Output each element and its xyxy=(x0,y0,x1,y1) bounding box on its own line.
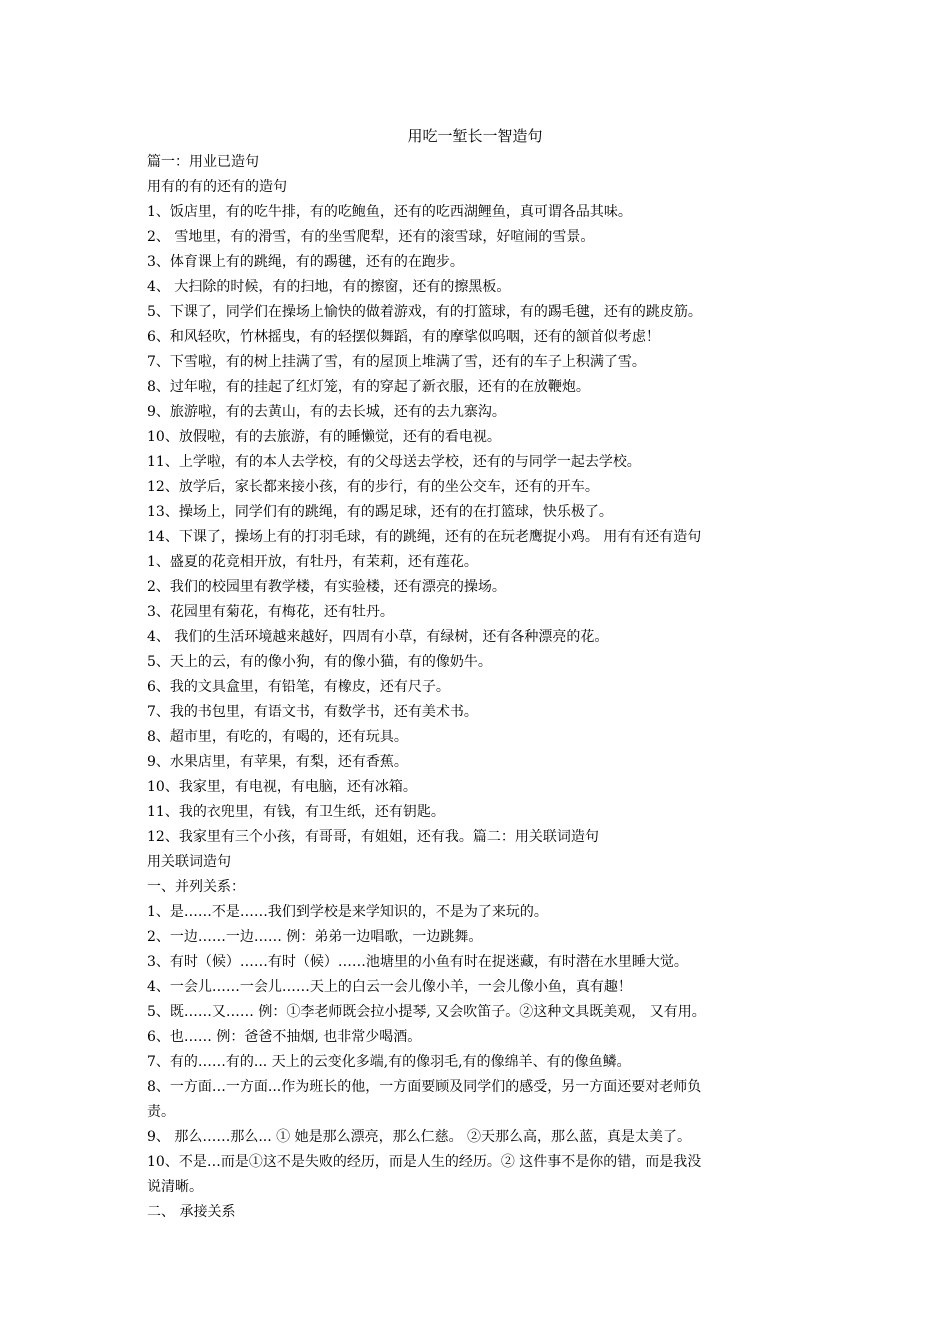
text-line: 8、过年啦，有的挂起了红灯笼，有的穿起了新衣服，还有的在放鞭炮。 xyxy=(147,379,590,395)
document-body xyxy=(147,150,812,1225)
text-line: 8、一方面…一方面...作为班长的他，一方面要顾及同学们的感受，另一方面还要对老师负 xyxy=(147,1079,702,1095)
text-line: 13、操场上，同学们有的跳绳，有的踢足球，还有的在打篮球，快乐极了。 xyxy=(147,504,613,520)
text-line: 一、并列关系： xyxy=(147,879,245,895)
text-line: 3、有时（候）……有时（候）……池塘里的小鱼有时在捉迷藏，有时潜在水里睡大觉。 xyxy=(147,954,688,970)
text-line: 7、我的书包里，有语文书，有数学书，还有美术书。 xyxy=(147,704,478,720)
text-line: 6、我的文具盒里，有铅笔，有橡皮，还有尺子。 xyxy=(147,679,450,695)
text-line: 6、和风轻吹，竹林摇曳，有的轻摆似舞蹈，有的摩挲似呜咽，还有的颔首似考虑！ xyxy=(147,329,660,345)
text-line: 11、上学啦，有的本人去学校，有的父母送去学校，还有的与同学一起去学校。 xyxy=(147,454,641,470)
text-line: 5、既……又…… 例：①李老师既会拉小提琴, 又会吹笛子。②这种文具既美观， 又有用。 xyxy=(147,1004,706,1020)
text-line: 10、我家里，有电视，有电脑，还有冰箱。 xyxy=(147,779,417,795)
text-line: 10、不是…而是①这不是失败的经历，而是人生的经历。② 这件事不是你的错，而是我没 xyxy=(147,1154,702,1170)
text-line: 责。 xyxy=(147,1104,175,1120)
text-line: 4、一会儿……一会儿……天上的白云一会儿像小羊，一会儿像小鱼，真有趣！ xyxy=(147,979,632,995)
text-line: 篇一：用业已造句 xyxy=(147,154,259,170)
text-line: 1、盛夏的花竞相开放，有牡丹，有茉莉，还有莲花。 xyxy=(147,554,478,570)
text-line: 说清晰。 xyxy=(147,1179,203,1195)
text-line: 12、我家里有三个小孩，有哥哥，有姐姐，还有我。篇二：用关联词造句 xyxy=(147,829,599,845)
text-line: 4、 大扫除的时候，有的扫地，有的擦窗，还有的擦黑板。 xyxy=(147,279,511,295)
text-line: 1、是……不是……我们到学校是来学知识的，不是为了来玩的。 xyxy=(147,904,548,920)
text-line: 10、放假啦，有的去旅游，有的睡懒觉，还有的看电视。 xyxy=(147,429,501,445)
text-line: 1、饭店里，有的吃牛排，有的吃鲍鱼，还有的吃西湖鲤鱼，真可谓各品其味。 xyxy=(147,204,632,220)
text-line: 14、下课了，操场上有的打羽毛球，有的跳绳，还有的在玩老鹰捉小鸡。 用有有还有造句 xyxy=(147,529,702,545)
text-line: 6、也…… 例：爸爸不抽烟, 也非常少喝酒。 xyxy=(147,1029,422,1045)
text-line: 5、天上的云，有的像小狗，有的像小猫，有的像奶牛。 xyxy=(147,654,492,670)
text-line: 7、有的……有的... 天上的云变化多端,有的像羽毛,有的像绵羊、有的像鱼鳞。 xyxy=(147,1054,631,1070)
text-line: 7、下雪啦，有的树上挂满了雪，有的屋顶上堆满了雪，还有的车子上积满了雪。 xyxy=(147,354,646,370)
text-line: 5、下课了，同学们在操场上愉快的做着游戏，有的打篮球，有的踢毛毽，还有的跳皮筋。 xyxy=(147,304,702,320)
text-line: 9、 那么……那么... ① 她是那么漂亮，那么仁慈。 ②天那么高，那么蓝，真是太美了。 xyxy=(147,1129,692,1145)
text-line: 2、我们的校园里有教学楼，有实验楼，还有漂亮的操场。 xyxy=(147,579,506,595)
text-line: 用有的有的还有的造句 xyxy=(147,179,287,195)
text-line: 4、 我们的生活环境越来越好，四周有小草，有绿树，还有各种漂亮的花。 xyxy=(147,629,609,645)
text-line: 3、花园里有菊花，有梅花，还有牡丹。 xyxy=(147,604,394,620)
text-line: 2、一边……一边…… 例：弟弟一边唱歌，一边跳舞。 xyxy=(147,929,483,945)
text-line: 9、旅游啦，有的去黄山，有的去长城，还有的去九寨沟。 xyxy=(147,404,506,420)
text-line: 11、我的衣兜里，有钱，有卫生纸，还有钥匙。 xyxy=(147,804,445,820)
text-line: 二、 承接关系 xyxy=(147,1204,236,1220)
text-line: 9、水果店里，有苹果，有梨，还有香蕉。 xyxy=(147,754,408,770)
text-line: 12、放学后，家长都来接小孩，有的步行，有的坐公交车，还有的开车。 xyxy=(147,479,599,495)
text-line: 8、超市里，有吃的，有喝的，还有玩具。 xyxy=(147,729,408,745)
text-line: 3、体育课上有的跳绳，有的踢毽，还有的在跑步。 xyxy=(147,254,464,270)
text-line: 2、 雪地里，有的滑雪，有的坐雪爬犁，还有的滚雪球，好喧闹的雪景。 xyxy=(147,229,595,245)
document-title: 用吃一堑长一智造句 xyxy=(407,127,543,145)
text-line: 用关联词造句 xyxy=(147,854,231,870)
